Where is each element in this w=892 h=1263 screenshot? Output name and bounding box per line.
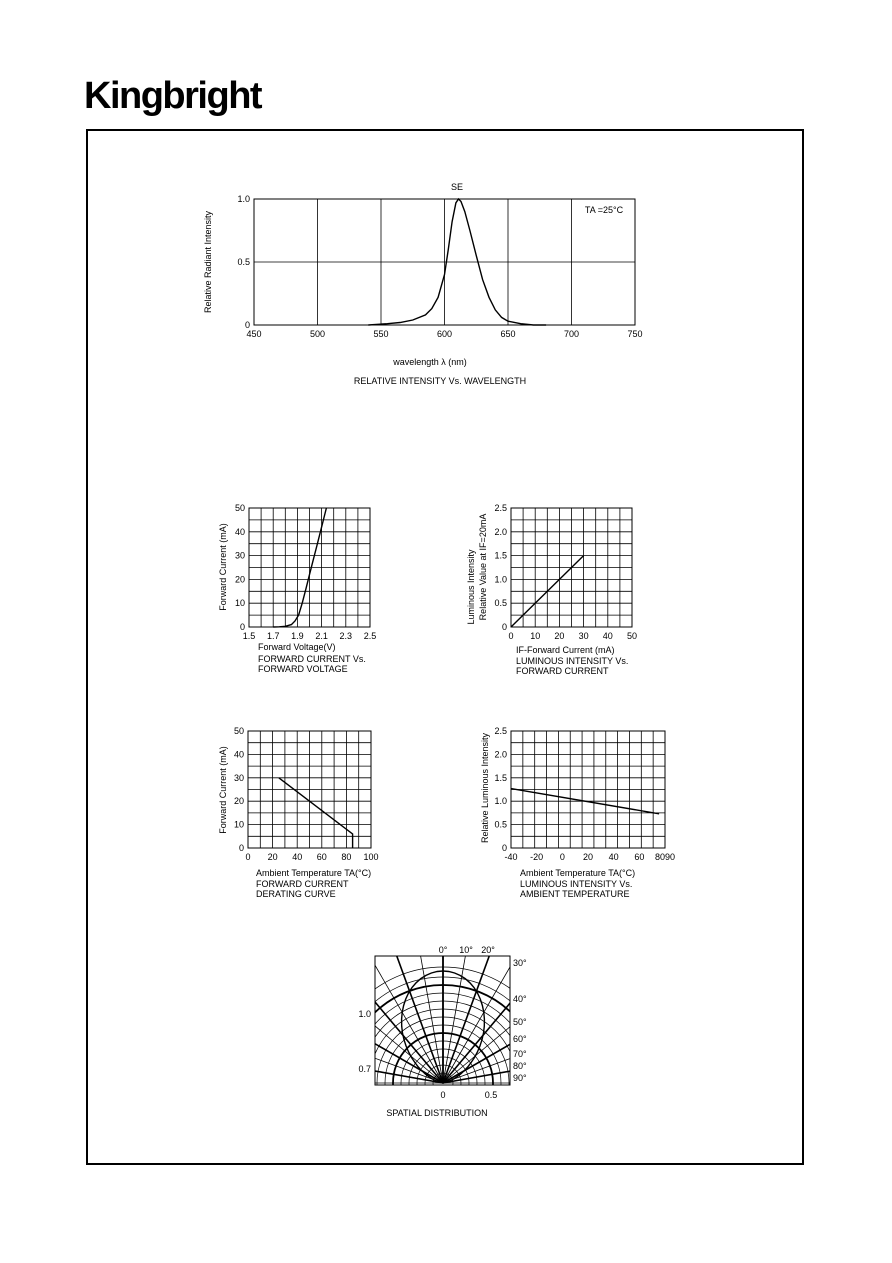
lum_temp-ytick-label: 1.5 bbox=[494, 772, 507, 783]
lum_current-ytick-label: 2.0 bbox=[494, 526, 507, 537]
spatial-right-angle-label: 70° bbox=[513, 1049, 527, 1059]
lum-temp-ylabel: Relative Luminous Intensity bbox=[480, 732, 490, 844]
spectrum-xtick-label: 750 bbox=[627, 329, 643, 339]
spatial-right-angle-label: 30° bbox=[513, 958, 527, 968]
spectrum-ylabel: Relative Radiant Intensity bbox=[203, 210, 213, 314]
lum_current-xtick-label: 50 bbox=[626, 631, 638, 641]
lum_temp-ytick-label: 0.5 bbox=[494, 819, 507, 830]
iv-ytick-label: 0 bbox=[239, 622, 245, 632]
derating-ylabel: Forward Current (mA) bbox=[218, 746, 228, 834]
lum_current-xtick-label: 30 bbox=[578, 631, 589, 641]
derating-xtick-label: 0 bbox=[245, 852, 251, 862]
lum-current-xlabel: IF-Forward Current (mA) bbox=[516, 645, 615, 655]
lum_temp-xtick-label: -40 bbox=[504, 852, 518, 862]
lum_temp-ytick-label: 2.0 bbox=[494, 749, 507, 760]
lum_current-xtick-label: 20 bbox=[554, 631, 565, 641]
lum-temp-caption-line1: LUMINOUS INTENSITY Vs. bbox=[520, 879, 633, 889]
lum_current-xtick-label: 10 bbox=[530, 631, 541, 641]
iv-xtick-label: 1.7 bbox=[266, 631, 280, 641]
spatial-left-label: 0.7 bbox=[358, 1064, 371, 1074]
spatial-top-angle-label: 10° bbox=[459, 945, 473, 955]
iv-xtick-label: 2.3 bbox=[339, 631, 353, 641]
spectrum-chart bbox=[203, 182, 643, 386]
lum-temp-xlabel: Ambient Temperature TA(°C) bbox=[520, 868, 636, 878]
iv-ytick-label: 30 bbox=[234, 550, 245, 561]
spatial-angle-ray bbox=[443, 983, 616, 1083]
lum_temp-xtick-label: 40 bbox=[608, 852, 619, 862]
derating-ytick-label: 20 bbox=[233, 796, 244, 807]
spatial-right-angle-label: 80° bbox=[513, 1061, 527, 1071]
iv-ytick-label: 20 bbox=[234, 574, 245, 585]
lum_current-ytick-label: 2.5 bbox=[494, 503, 507, 513]
derating-xlabel: Ambient Temperature TA(°C) bbox=[256, 868, 372, 878]
iv-ytick-label: 40 bbox=[234, 526, 245, 537]
spatial-bottom-label: 0.5 bbox=[484, 1090, 498, 1100]
derating-xtick-label: 60 bbox=[316, 852, 327, 862]
spectrum-xtick-label: 550 bbox=[373, 329, 389, 339]
spatial-left-label: 1.0 bbox=[358, 1009, 371, 1019]
iv-caption-line2: FORWARD VOLTAGE bbox=[258, 664, 348, 674]
spatial-bottom-label: 0 bbox=[440, 1090, 446, 1100]
spectrum-ytick-label: 0.5 bbox=[237, 257, 250, 267]
spectrum-xlabel: wavelength λ (nm) bbox=[393, 357, 467, 367]
lum_current-ytick-label: 0.5 bbox=[494, 598, 507, 609]
derating-xtick-label: 80 bbox=[341, 852, 352, 862]
spectrum-ytick-label: 1.0 bbox=[237, 194, 250, 204]
iv-chart bbox=[218, 503, 376, 674]
spectrum-xtick-label: 650 bbox=[500, 329, 516, 339]
lum_temp-ytick-label: 0 bbox=[501, 843, 507, 853]
spectrum-xtick-label: 500 bbox=[309, 329, 326, 339]
iv-xtick-label: 1.5 bbox=[242, 631, 256, 641]
derating-ytick-label: 0 bbox=[238, 843, 244, 853]
lum_temp-ytick-label: 1.0 bbox=[494, 796, 507, 807]
lum-current-caption-line2: FORWARD CURRENT bbox=[516, 666, 609, 676]
spatial-angle-ray bbox=[270, 983, 443, 1083]
lum-temp-chart bbox=[480, 726, 675, 899]
iv-ylabel: Forward Current (mA) bbox=[218, 523, 228, 611]
spectrum-xtick-label: 600 bbox=[436, 329, 453, 339]
lum-current-ylabel-line1: Luminous Intensity bbox=[466, 549, 476, 625]
spectrum-xtick-label: 700 bbox=[563, 329, 580, 339]
iv-ytick-label: 50 bbox=[234, 503, 245, 513]
lum_temp-xtick-label: -20 bbox=[530, 852, 544, 862]
lum-current-ylabel-line2: Relative Value at IF=20mA bbox=[478, 513, 488, 621]
derating-chart bbox=[218, 726, 379, 899]
iv-caption-line1: FORWARD CURRENT Vs. bbox=[258, 654, 366, 664]
brand-logo: Kingbright bbox=[84, 75, 262, 117]
lum_current-ytick-label: 1.5 bbox=[494, 550, 507, 561]
lum_current-ytick-label: 0 bbox=[501, 622, 507, 632]
iv-xtick-label: 1.9 bbox=[291, 631, 304, 641]
spatial-right-angle-label: 60° bbox=[513, 1034, 527, 1044]
derating-ytick-label: 50 bbox=[233, 726, 244, 736]
lum_current-xtick-label: 40 bbox=[602, 631, 613, 641]
iv-xtick-label: 2.5 bbox=[363, 631, 377, 641]
spatial-plot bbox=[243, 883, 643, 1199]
derating-xtick-label: 100 bbox=[363, 852, 379, 862]
lum_temp-ytick-label: 2.5 bbox=[494, 726, 507, 736]
lum-temp-caption-line2: AMBIENT TEMPERATURE bbox=[520, 889, 630, 899]
iv-xlabel: Forward Voltage(V) bbox=[258, 642, 336, 652]
derating-caption-line2: DERATING CURVE bbox=[256, 889, 336, 899]
derating-xtick-label: 40 bbox=[292, 852, 303, 862]
spectrum-series-label: SE bbox=[450, 182, 464, 192]
derating-ytick-label: 30 bbox=[233, 772, 244, 783]
spatial-right-angle-label: 90° bbox=[513, 1073, 527, 1083]
spatial-caption: SPATIAL DISTRIBUTION bbox=[386, 1108, 488, 1118]
derating-ytick-label: 40 bbox=[233, 749, 244, 760]
spectrum-ytick-label: 0 bbox=[244, 320, 250, 330]
spatial-chart bbox=[243, 883, 643, 1199]
spatial-right-angle-label: 50° bbox=[513, 1017, 527, 1027]
lum_temp-xtick-label: 0 bbox=[559, 852, 565, 862]
derating-xtick-label: 20 bbox=[267, 852, 278, 862]
iv-xtick-label: 2.1 bbox=[315, 631, 328, 641]
derating-caption-line1: FORWARD CURRENT bbox=[256, 879, 349, 889]
spatial-top-angle-label: 20° bbox=[481, 945, 495, 955]
spectrum-caption: RELATIVE INTENSITY Vs. WAVELENGTH bbox=[353, 376, 527, 386]
lum_temp-xtick-label: 60 bbox=[634, 852, 645, 862]
lum-current-chart bbox=[466, 503, 637, 676]
lum-current-caption-line1: LUMINOUS INTENSITY Vs. bbox=[516, 656, 629, 666]
spatial-top-angle-label: 0° bbox=[438, 945, 448, 955]
spectrum-condition-label: TA =25°C bbox=[584, 205, 624, 215]
derating-ytick-label: 10 bbox=[233, 819, 244, 830]
lum_temp-xtick-label: 20 bbox=[582, 852, 594, 862]
spatial-right-angle-label: 40° bbox=[513, 994, 527, 1004]
lum_current-xtick-label: 0 bbox=[508, 631, 514, 641]
lum_current-ytick-label: 1.0 bbox=[494, 574, 507, 585]
spectrum-xtick-label: 450 bbox=[246, 329, 262, 339]
iv-ytick-label: 10 bbox=[234, 598, 245, 609]
lum_temp-xtick-label: 8090 bbox=[654, 852, 676, 862]
